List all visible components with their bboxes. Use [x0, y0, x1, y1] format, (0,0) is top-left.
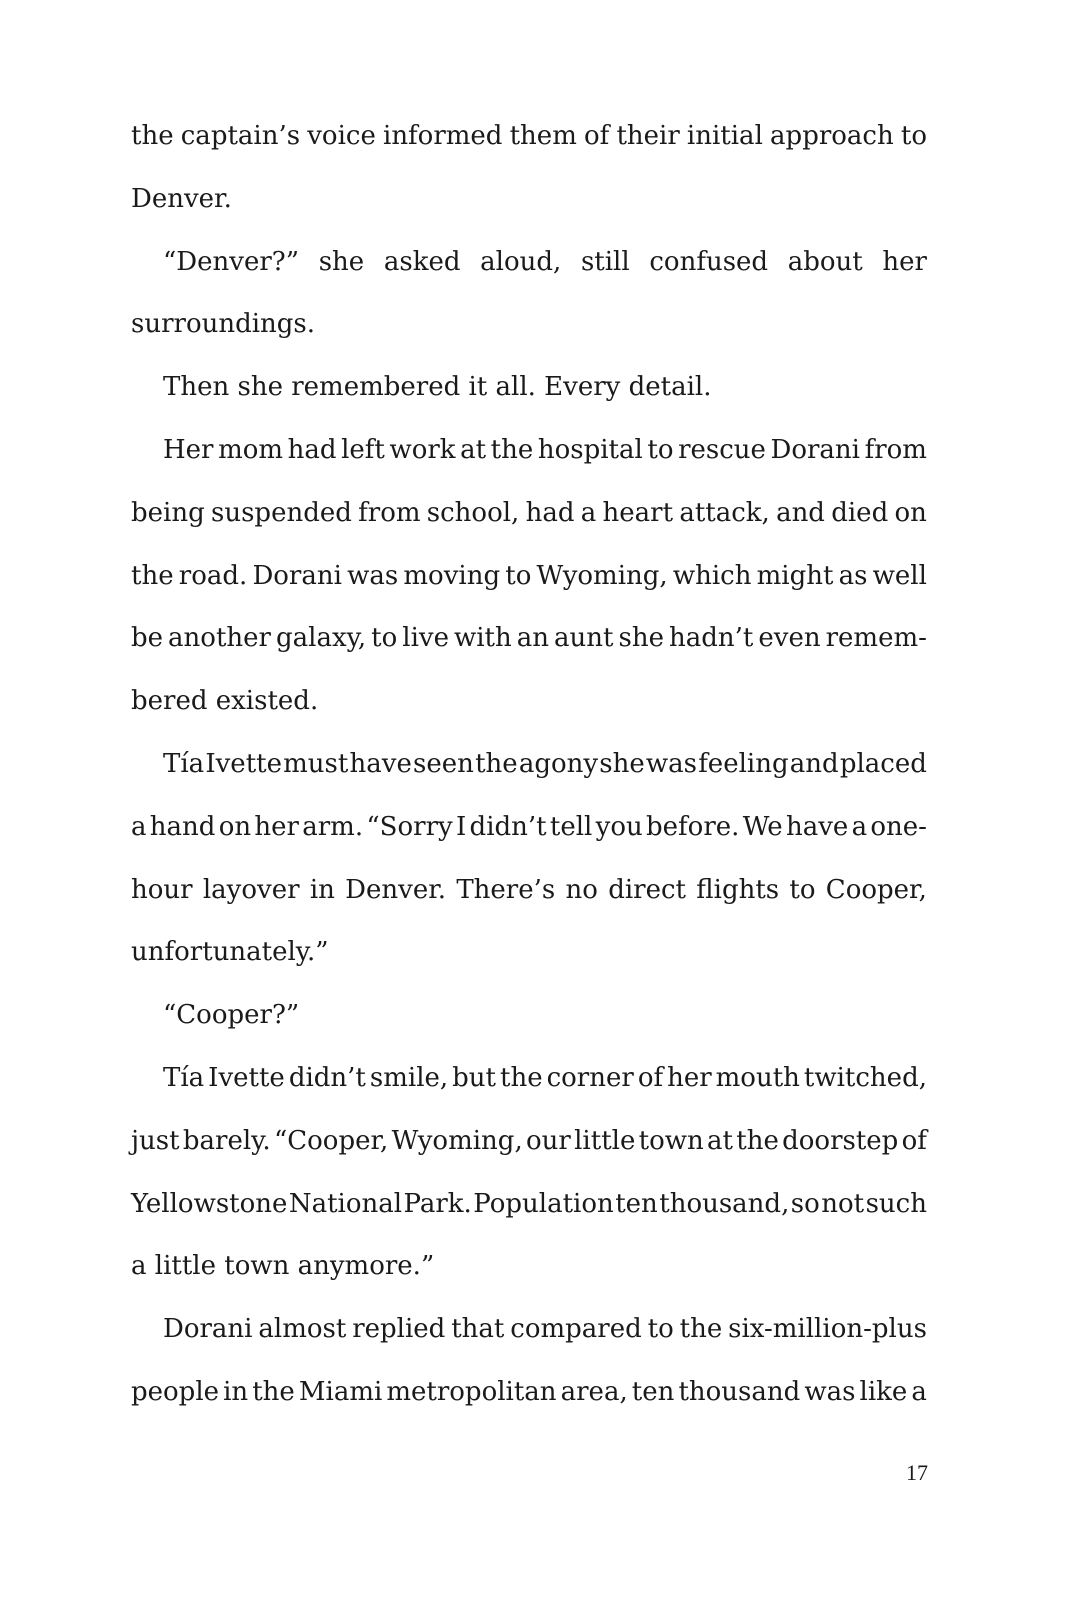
word: to	[647, 1314, 674, 1345]
word: had	[287, 434, 337, 465]
word: ten	[631, 1376, 675, 1407]
word: Miami	[298, 1376, 383, 1407]
word: placed	[839, 748, 927, 779]
text-line	[131, 1176, 927, 1239]
word: Wyoming,	[391, 1125, 523, 1156]
word: her	[667, 1062, 712, 1093]
word: Ivette	[205, 748, 282, 779]
word: and	[789, 748, 839, 779]
word: asked	[383, 246, 461, 277]
word: work	[389, 434, 456, 465]
word: have	[349, 748, 412, 779]
word: another	[168, 623, 271, 654]
word: thousand	[678, 1376, 801, 1407]
word: you	[595, 811, 643, 842]
word: before.	[646, 811, 740, 842]
word: aloud,	[480, 246, 562, 277]
word: Dorani	[163, 1314, 253, 1345]
word: like	[859, 1376, 908, 1407]
word: live	[402, 623, 449, 654]
word: corner	[546, 1062, 634, 1093]
word: road.	[178, 560, 248, 591]
word: her	[882, 246, 927, 277]
text-line: “Cooper?”	[163, 1000, 300, 1031]
word: which	[672, 560, 752, 591]
text-line	[131, 736, 927, 799]
word: was	[347, 560, 399, 591]
word: approach	[770, 121, 894, 151]
word: barely.	[182, 1125, 271, 1156]
word: have	[785, 811, 849, 842]
word: had	[525, 497, 575, 528]
word: was	[645, 748, 698, 779]
text-line	[131, 1050, 927, 1113]
word: of	[584, 121, 610, 151]
word: must	[283, 748, 349, 779]
word: at	[460, 434, 487, 465]
word: metropolitan	[386, 1376, 557, 1407]
text-line	[131, 548, 927, 611]
word: tell	[549, 811, 593, 842]
word: hand	[149, 811, 216, 842]
word: of	[901, 1125, 927, 1156]
word: We	[742, 811, 783, 842]
text-line: unfortunately.”	[131, 937, 329, 968]
text-line: Then she remembered it all. Every detail.	[163, 372, 712, 403]
word: even	[758, 623, 821, 654]
word: Population	[473, 1188, 614, 1219]
word: heart	[602, 497, 674, 528]
text-line	[131, 234, 927, 297]
word: hadn’t	[669, 623, 754, 654]
word: she	[599, 748, 645, 779]
word: the	[131, 121, 174, 151]
word: their	[616, 121, 680, 151]
word: was	[804, 1376, 856, 1407]
word: little	[574, 1125, 636, 1156]
word: almost	[258, 1314, 347, 1345]
word: she	[318, 246, 365, 277]
word: an	[516, 623, 550, 654]
text-line	[131, 862, 927, 925]
word: them	[509, 121, 577, 151]
word: compared	[510, 1314, 642, 1345]
word: “Sorry	[366, 811, 453, 842]
word: captain’s	[180, 121, 301, 151]
word: of	[637, 1062, 664, 1093]
word: direct	[608, 874, 686, 905]
word: no	[565, 874, 598, 905]
word: the	[490, 434, 534, 465]
word: Tía	[163, 1062, 205, 1093]
body-text	[131, 108, 927, 1427]
word: to	[647, 434, 674, 465]
word: just	[131, 1125, 180, 1156]
word: to	[900, 121, 927, 151]
word: seen	[413, 748, 474, 779]
word: “Cooper,	[273, 1125, 389, 1156]
word: attack,	[679, 497, 770, 528]
word: hospital	[537, 434, 643, 465]
word: one-	[870, 811, 927, 842]
word: the	[475, 748, 518, 779]
word: about	[787, 246, 863, 277]
text-line: surroundings.	[131, 309, 316, 340]
word: that	[451, 1314, 505, 1345]
page-number: 17	[906, 1460, 928, 1485]
word: thousand,	[659, 1188, 790, 1219]
word: at	[707, 1125, 733, 1156]
word: Tía	[163, 748, 205, 779]
word: Her	[163, 434, 214, 465]
text-line	[131, 1301, 927, 1364]
word: the	[131, 560, 174, 591]
word: mom	[218, 434, 284, 465]
word: a	[580, 497, 597, 528]
word: such	[865, 1188, 927, 1219]
word: mouth	[715, 1062, 800, 1093]
word: flights	[696, 874, 780, 905]
word: feeling	[698, 748, 789, 779]
word: galaxy,	[275, 623, 367, 654]
word: rescue	[678, 434, 766, 465]
word: in	[223, 1376, 249, 1407]
word: Yellowstone	[131, 1188, 288, 1219]
word: didn’t	[288, 1062, 366, 1093]
word: be	[131, 623, 164, 654]
word: people	[131, 1376, 220, 1407]
word: moving	[403, 560, 501, 591]
word: smile,	[369, 1062, 449, 1093]
word: Park.	[403, 1188, 472, 1219]
word: as	[838, 560, 868, 591]
word: twitched,	[803, 1062, 927, 1093]
word: area,	[560, 1376, 628, 1407]
word: replied	[352, 1314, 446, 1345]
word: the	[736, 1125, 779, 1156]
word: on	[894, 497, 927, 528]
word: Cooper,	[825, 874, 927, 905]
text-line	[131, 422, 927, 485]
text-line: a little town anymore.”	[131, 1251, 435, 1282]
word: I	[455, 811, 467, 842]
text-line	[131, 1364, 927, 1427]
word: town	[638, 1125, 704, 1156]
word: on	[218, 811, 252, 842]
word: not	[821, 1188, 865, 1219]
word: didn’t	[469, 811, 547, 842]
word: left	[341, 434, 385, 465]
word: layover	[202, 874, 300, 905]
word: suspended	[211, 497, 352, 528]
word: being	[131, 497, 205, 528]
word: “Denver?”	[163, 246, 300, 277]
word: to	[505, 560, 532, 591]
word: and	[776, 497, 825, 528]
word: voice	[307, 121, 376, 151]
word: to	[371, 623, 398, 654]
word: initial	[686, 121, 763, 151]
word: she	[618, 623, 664, 654]
word: confused	[649, 246, 769, 277]
word: the	[679, 1314, 723, 1345]
word: but	[452, 1062, 496, 1093]
word: school,	[426, 497, 520, 528]
word: Ivette	[208, 1062, 285, 1093]
text-line	[131, 799, 927, 862]
word: in	[309, 874, 335, 905]
word: a	[851, 811, 868, 842]
word: There’s	[456, 874, 556, 905]
word: arm.	[302, 811, 364, 842]
text-line	[131, 108, 927, 171]
word: still	[580, 246, 630, 277]
word: agony	[518, 748, 599, 779]
word: aunt	[554, 623, 614, 654]
word: with	[453, 623, 512, 654]
word: might	[756, 560, 834, 591]
word: a	[911, 1376, 927, 1407]
word: our	[526, 1125, 571, 1156]
word: ten	[615, 1188, 658, 1219]
text-line	[131, 1113, 927, 1176]
word: a	[131, 811, 147, 842]
word: Dorani	[252, 560, 342, 591]
word: from	[864, 434, 927, 465]
word: Dorani	[770, 434, 860, 465]
word: the	[500, 1062, 543, 1093]
word: National	[288, 1188, 403, 1219]
word: Wyoming,	[536, 560, 668, 591]
word: her	[254, 811, 299, 842]
text-line: bered existed.	[131, 686, 319, 717]
word: died	[831, 497, 889, 528]
word: six-million-plus	[728, 1314, 927, 1345]
word: the	[252, 1376, 295, 1407]
word: from	[358, 497, 421, 528]
word: Denver.	[345, 874, 447, 905]
text-line: Denver.	[131, 183, 232, 214]
word: informed	[383, 121, 503, 151]
word: so	[790, 1188, 820, 1219]
word: to	[789, 874, 816, 905]
text-line	[131, 610, 927, 673]
word: well	[872, 560, 927, 591]
text-line	[131, 485, 927, 548]
word: doorstep	[782, 1125, 899, 1156]
word: hour	[131, 874, 193, 905]
word: remem-	[825, 623, 927, 654]
